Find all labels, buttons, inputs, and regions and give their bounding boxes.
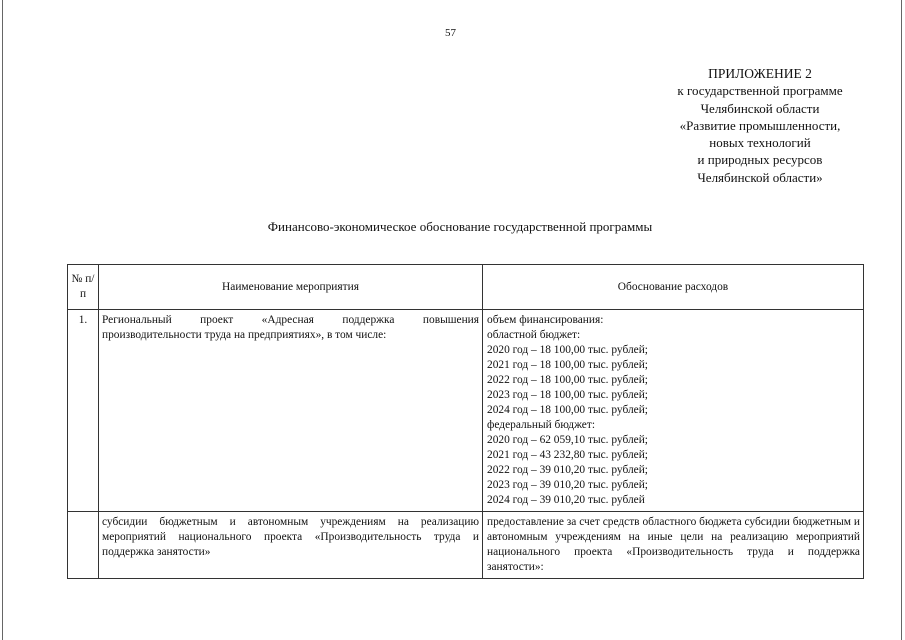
appendix-line: и природных ресурсов bbox=[697, 152, 823, 168]
appendix-line: к государственной программе bbox=[677, 83, 843, 99]
page-left-edge bbox=[2, 0, 3, 640]
justification-line: 2024 год – 18 100,00 тыс. рублей; bbox=[487, 404, 648, 416]
financial-table bbox=[67, 264, 864, 579]
header-name: Наименование мероприятия bbox=[99, 265, 483, 310]
appendix-title: ПРИЛОЖЕНИЕ 2 bbox=[708, 66, 812, 81]
justification-line: 2024 год – 39 010,20 тыс. рублей bbox=[487, 494, 645, 506]
appendix-line: «Развитие промышленности, bbox=[679, 117, 841, 133]
justification-line: 2020 год – 18 100,00 тыс. рублей; bbox=[487, 344, 648, 356]
justification-line: 2023 год – 39 010,20 тыс. рублей; bbox=[487, 479, 648, 491]
document-title: Финансово-экономическое обоснование государственной программы bbox=[267, 219, 653, 234]
justification-line: 2022 год – 18 100,00 тыс. рублей; bbox=[487, 374, 648, 386]
table-row bbox=[68, 310, 864, 512]
justification-line: федеральный бюджет: bbox=[487, 419, 595, 431]
page-number: 57 bbox=[445, 27, 456, 39]
justification-line: 2021 год – 18 100,00 тыс. рублей; bbox=[487, 359, 648, 371]
justification-line: областной бюджет: bbox=[487, 329, 581, 341]
row-name: субсидии бюджетным и автономным учреждениям на реализацию мероприятий национального проекта «Производительность труда и поддержка занятости» bbox=[99, 512, 483, 579]
justification-line: 2020 год – 62 059,10 тыс. рублей; bbox=[487, 434, 648, 446]
row-justification bbox=[483, 310, 864, 512]
page-right-edge bbox=[901, 0, 902, 640]
row-name: Региональный проект «Адресная поддержка повышения производительности труда на предприятиях», в том числе: bbox=[99, 310, 483, 512]
appendix-block bbox=[630, 65, 890, 186]
header-justification: Обоснование расходов bbox=[483, 265, 864, 310]
justification-line: объем финансирования: bbox=[487, 314, 604, 326]
appendix-line: Челябинской области» bbox=[697, 169, 823, 185]
row-number: 1. bbox=[68, 310, 99, 512]
appendix-line: Челябинской области bbox=[700, 100, 820, 116]
appendix-line: новых технологий bbox=[709, 135, 811, 151]
row-number bbox=[68, 512, 99, 579]
justification-line: 2021 год – 43 232,80 тыс. рублей; bbox=[487, 449, 648, 461]
justification-line: 2023 год – 18 100,00 тыс. рублей; bbox=[487, 389, 648, 401]
table-header-row bbox=[68, 265, 864, 310]
header-number: № п/п bbox=[68, 265, 99, 310]
justification-line: 2022 год – 39 010,20 тыс. рублей; bbox=[487, 464, 648, 476]
table-row bbox=[68, 512, 864, 579]
row-justification: предоставление за счет средств областного бюджета субсидии бюджетным и автономным учреждениям на иные цели на реализацию мероприятий национального проекта «Производительность труда и поддержка занятости»: bbox=[483, 512, 864, 579]
